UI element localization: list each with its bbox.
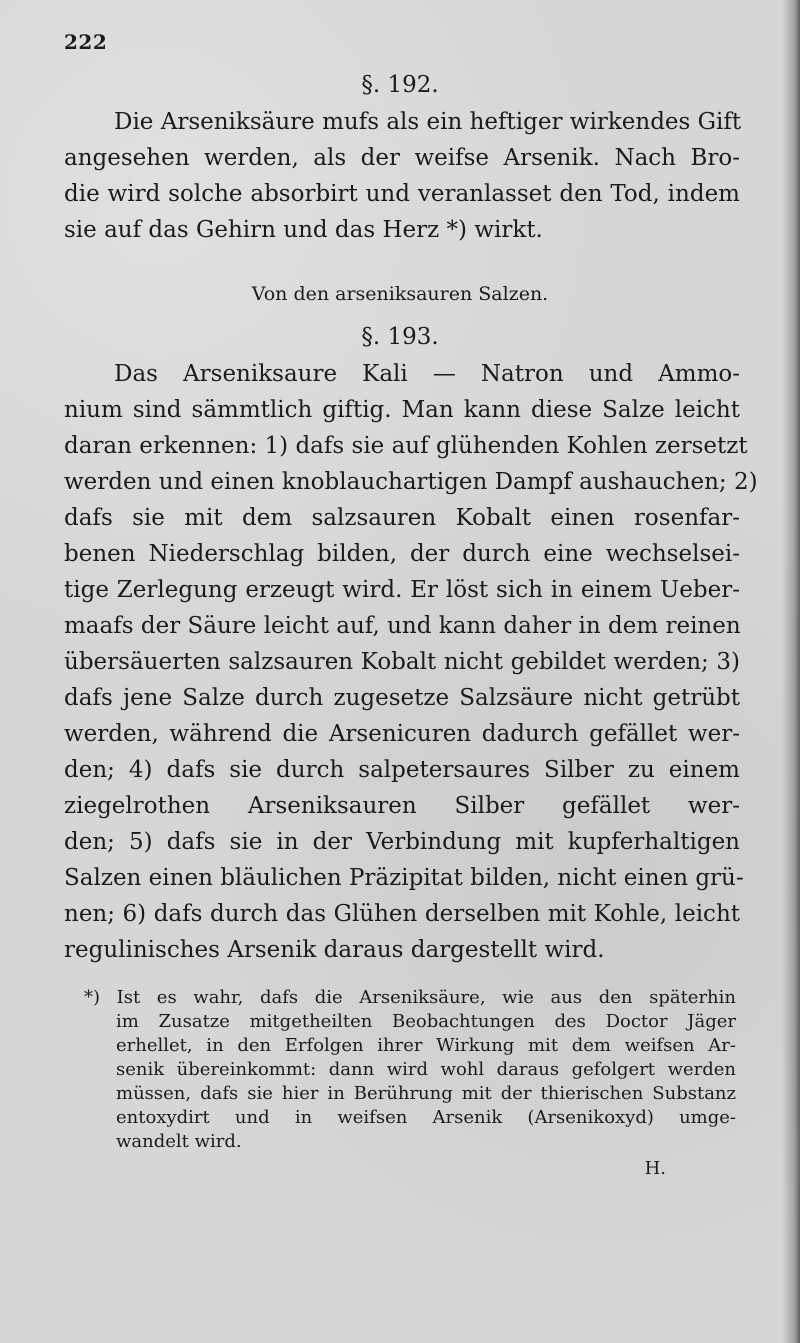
text-line: Das Arseniksaure Kali — Natron und Ammo-	[114, 361, 740, 387]
text-line: werden und einen knoblauchartigen Dampf aushauchen; 2)	[64, 469, 758, 495]
text-line: dafs sie mit dem salzsauren Kobalt einen rosenfar-	[64, 505, 740, 531]
paragraph-193	[64, 356, 758, 968]
text-line: nium sind sämmtlich giftig. Man kann diese Salze leicht	[64, 397, 740, 423]
text-line: tige Zerlegung erzeugt wird. Er löst sich in einem Ueber-	[64, 577, 740, 603]
text-line: sie auf das Gehirn und das Herz *) wirkt.	[64, 217, 543, 243]
footnote-line: im Zusatze mitgetheilten Beobachtungen des Doctor Jäger	[116, 1011, 736, 1032]
text-line: benen Niederschlag bilden, der durch eine wechselsei-	[64, 541, 740, 567]
text-line: übersäuerten salzsauren Kobalt nicht gebildet werden; 3)	[64, 649, 740, 675]
footnote-signature: H.	[644, 1158, 666, 1179]
footnote-line: wandelt wird.	[116, 1131, 242, 1152]
text-line: den; 4) dafs sie durch salpetersaures Silber zu einem	[64, 757, 740, 783]
text-line: werden, während die Arsenicuren dadurch gefället wer-	[64, 721, 740, 747]
text-line: regulinisches Arsenik daraus dargestellt wird.	[64, 937, 605, 963]
text-line: Salzen einen bläulichen Präzipitat bilden, nicht einen grü-	[64, 865, 744, 891]
paragraph-192	[64, 104, 740, 248]
text-line: daran erkennen: 1) dafs sie auf glühenden Kohlen zersetzt	[64, 433, 748, 459]
text-line: angesehen werden, als der weifse Arsenik. Nach Bro-	[64, 145, 740, 171]
footnote	[84, 986, 736, 1154]
text-line: maafs der Säure leicht auf, und kann daher in dem reinen	[64, 613, 741, 639]
footnote-line: *) Ist es wahr, dafs die Arseniksäure, wie aus den späterhin	[84, 987, 736, 1008]
footnote-line: entoxydirt und in weifsen Arsenik (Arsenikoxyd) umge-	[116, 1107, 736, 1128]
subheading-salts: Von den arseniksauren Salzen.	[251, 283, 549, 305]
page-number: 222	[64, 30, 108, 54]
footnote-line: erhellet, in den Erfolgen ihrer Wirkung mit dem weifsen Ar-	[116, 1035, 736, 1056]
text-line: den; 5) dafs sie in der Verbindung mit kupferhaltigen	[64, 829, 740, 855]
section-heading-192: §. 192.	[361, 72, 439, 98]
page-edge-shadow	[782, 0, 800, 1343]
text-line: ziegelrothen Arseniksauren Silber gefället wer-	[64, 793, 740, 819]
text-line: nen; 6) dafs durch das Glühen derselben mit Kohle, leicht	[64, 901, 740, 927]
text-line: Die Arseniksäure mufs als ein heftiger wirkendes Gift	[114, 109, 742, 135]
section-heading-193: §. 193.	[361, 324, 439, 350]
text-line: die wird solche absorbirt und veranlasset den Tod, indem	[64, 181, 740, 207]
footnote-line: müssen, dafs sie hier in Berührung mit der thierischen Substanz	[116, 1083, 736, 1104]
text-line: dafs jene Salze durch zugesetze Salzsäure nicht getrübt	[64, 685, 740, 711]
footnote-line: senik übereinkommt: dann wird wohl daraus gefolgert werden	[116, 1059, 736, 1080]
